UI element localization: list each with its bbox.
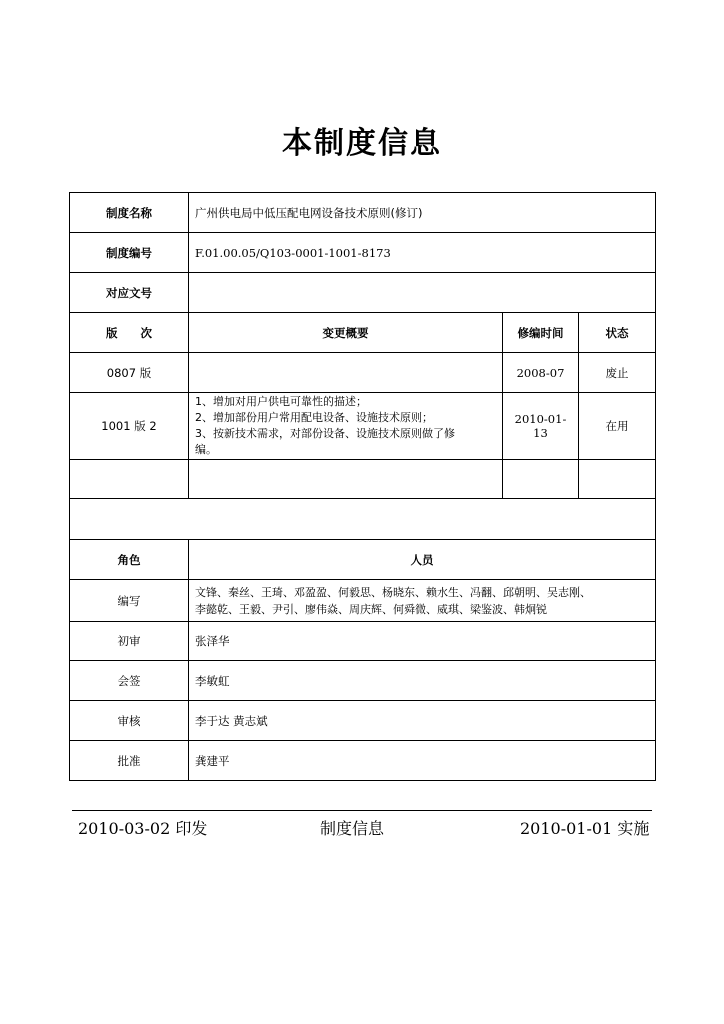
version-cell: 0807 版 [70,353,189,393]
people-cell: 龚建平 [189,741,656,781]
people-line: 李懿乾、王毅、尹引、廖伟焱、周庆辉、何舜微、威琪、梁鉴波、韩炯锐 [195,602,547,616]
version-row [70,353,656,393]
people-cell: 李于达 黄志斌 [189,701,656,741]
code-value: F.01.00.05/Q103-0001-1001-8173 [189,233,656,273]
code-label: 制度编号 [70,233,189,273]
version-header: 版 次 [70,313,189,353]
summary-line: 编。 [195,443,217,456]
page-title: 本制度信息 [282,126,442,161]
summary-cell [189,393,503,460]
empty-cell [189,460,503,499]
people-cell: 李敏虹 [189,661,656,701]
role-cell: 会签 [70,661,189,701]
role-cell: 初审 [70,622,189,661]
footer-title: 制度信息 [320,819,385,838]
time-header: 修编时间 [503,313,579,353]
role-row [70,701,656,741]
people-cell: 张泽华 [189,622,656,661]
role-cell: 编写 [70,580,189,622]
name-value: 广州供电局中低压配电网设备技术原则(修订) [189,193,656,233]
people-line: 文锋、秦丝、王琦、邓盈盈、何毅思、杨晓东、赖水生、冯翻、邱朝明、吴志刚、 [195,585,591,599]
version-cell: 1001 版 2 [70,393,189,460]
role-cell: 批准 [70,741,189,781]
role-row [70,661,656,701]
spacer-cell [70,499,656,540]
ref-label: 对应文号 [70,273,189,313]
empty-cell [70,460,189,499]
role-row [70,622,656,661]
people-header: 人员 [189,540,656,580]
ref-value [189,273,656,313]
institution-info-table [69,192,656,781]
summary-line: 2、增加部份用户常用配电设备、设施技术原则； [195,411,433,424]
empty-version-row [70,460,656,499]
time-cell: 2010-01-13 [503,393,579,460]
time-cell: 2008-07 [503,353,579,393]
summary-cell [189,353,503,393]
version-header-row [70,313,656,353]
empty-cell [503,460,579,499]
status-header: 状态 [579,313,656,353]
summary-header: 变更概要 [189,313,503,353]
footer-divider [72,810,652,811]
role-header: 角色 [70,540,189,580]
summary-line: 1、增加对用户供电可靠性的描述； [195,395,367,408]
name-label: 制度名称 [70,193,189,233]
role-header-row [70,540,656,580]
summary-line: 3、按新技术需求，对部份设备、设施技术原则做了修 [195,427,455,440]
status-cell: 在用 [579,393,656,460]
role-row [70,580,656,622]
status-cell: 废止 [579,353,656,393]
people-cell [189,580,656,622]
name-row [70,193,656,233]
empty-cell [579,460,656,499]
role-cell: 审核 [70,701,189,741]
code-row [70,233,656,273]
issue-date: 2010-03-02 印发 [78,819,208,838]
ref-row [70,273,656,313]
spacer-row [70,499,656,540]
version-row [70,393,656,460]
role-row [70,741,656,781]
effective-date: 2010-01-01 实施 [520,819,650,838]
